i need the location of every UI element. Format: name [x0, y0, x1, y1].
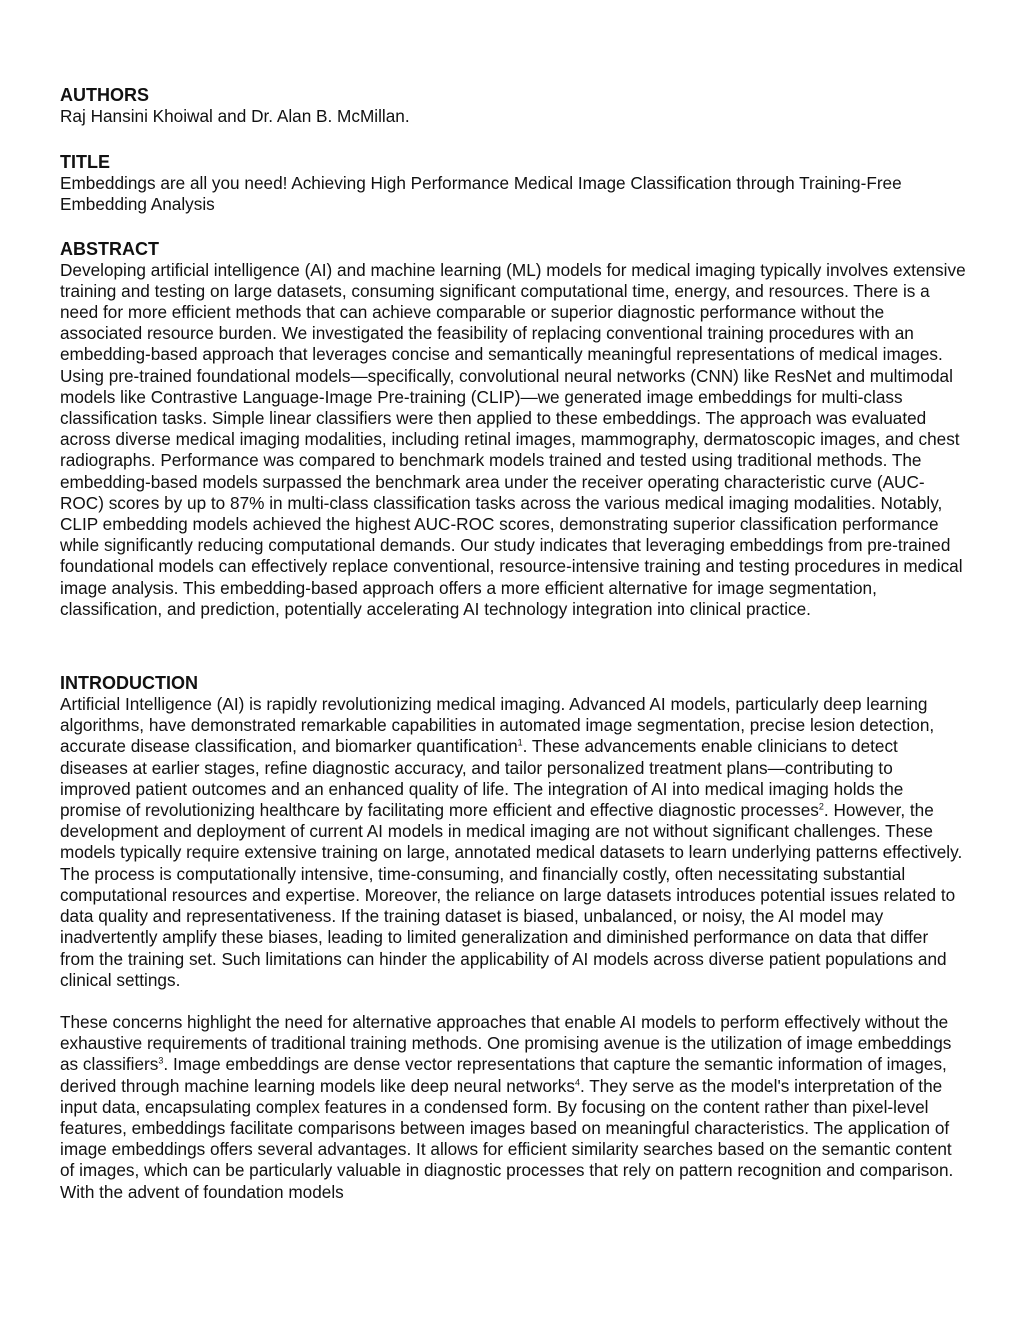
- reference-2: 2: [818, 801, 824, 812]
- abstract-text: Developing artificial intelligence (AI) and machine learning (ML) models for medical imaging typically involves extensive training and testing on large datasets, consuming significant computational time, energy, and resources. There is a need for more efficient methods that can achieve comparable or superior diagnostic performance without the associated resource burden. We investigated the feasibility of replacing conventional training procedures with an embedding-based approach that leverages concise and semantically meaningful representations of medical images. Using pre-trained foundational models—specifically, convolutional neural networks (CNN) like ResNet and multimodal models like Contrastive Language-Image Pre-training (CLIP)—we generated image embeddings for multi-class classification tasks. Simple linear classifiers were then applied to these embeddings. The approach was evaluated across diverse medical imaging modalities, including retinal images, mammography, dermatoscopic images, and chest radiographs. Performance was compared to benchmark models trained and tested using traditional methods. The embedding-based models surpassed the benchmark area under the receiver operating characteristic curve (AUC-ROC) scores by up to 87% in multi-class classification tasks across the various medical imaging modalities. Notably, CLIP embedding models achieved the highest AUC-ROC scores, demonstrating superior classification performance while significantly reducing computational demands. Our study indicates that leveraging embeddings from pre-trained foundational models can effectively replace conventional, resource-intensive training and testing procedures in medical image analysis. This embedding-based approach offers a more efficient alternative for image segmentation, classification, and prediction, potentially accelerating AI technology integration into clinical practice.: [60, 259, 966, 619]
- introduction-section: [60, 672, 966, 1203]
- introduction-paragraph-1: [60, 694, 966, 991]
- title-heading: TITLE: [60, 152, 110, 173]
- reference-1: 1: [517, 737, 523, 748]
- intro-p2-part-a: These concerns highlight the need for alternative approaches that enable AI models to perform effectively without the exhaustive requirements of traditional training methods. One promising avenue is the utilization of image embeddings as classifiers: [60, 1011, 952, 1075]
- authors-text: Raj Hansini Khoiwal and Dr. Alan B. McMillan.: [60, 106, 410, 126]
- reference-4: 4: [574, 1076, 580, 1087]
- introduction-paragraph-2: [60, 1012, 966, 1203]
- intro-p2-part-c: . They serve as the model's interpretation of the input data, encapsulating complex features in a condensed form. By focusing on the content rather than pixel-level features, embeddings facilitate comparisons between images based on meaningful characteristics. The application of image embeddings offers several advantages. It allows for efficient similarity searches based on the semantic content of images, which can be particularly valuable in diagnostic processes that rely on pattern recognition and comparison. With the advent of foundation models: [60, 1075, 954, 1202]
- intro-p1-part-a: Artificial Intelligence (AI) is rapidly revolutionizing medical imaging. Advanced AI models, particularly deep learning algorithms, have demonstrated remarkable capabilities in automated image segmentation, precise lesion detection, accurate disease classification, and biomarker quantification: [60, 694, 935, 757]
- authors-heading: AUTHORS: [60, 85, 149, 105]
- title-text: Embeddings are all you need! Achieving High Performance Medical Image Classification through Training-Free Embedding Analysis: [60, 173, 902, 215]
- intro-p2-part-b: . Image embeddings are dense vector representations that capture the semantic information of images, derived through machine learning models like deep neural networks: [60, 1054, 947, 1096]
- introduction-heading: INTRODUCTION: [60, 673, 198, 694]
- title-section: [60, 151, 966, 215]
- abstract-heading: ABSTRACT: [60, 238, 159, 259]
- paper-page: [60, 84, 966, 1203]
- intro-p1-part-c: . However, the development and deployment of current AI models in medical imaging are not without significant challenges. These models typically require extensive training on large, annotated medical datasets to learn underlying patterns effectively. The process is computationally intensive, time-consuming, and financially costly, often necessitating substantial computational resources and expertise. Moreover, the reliance on large datasets introduces potential issues related to data quality and representativeness. If the training dataset is biased, unbalanced, or noisy, the AI model may inadvertently amplify these biases, leading to limited generalization and diminished performance on data that differ from the training set. Such limitations can hinder the applicability of AI models across diverse patient populations and clinical settings.: [60, 800, 963, 990]
- abstract-section: [60, 238, 966, 620]
- authors-section: [60, 84, 966, 127]
- reference-3: 3: [158, 1055, 164, 1066]
- intro-p1-part-b: . These advancements enable clinicians to detect diseases at earlier stages, refine diagnostic accuracy, and tailor personalized treatment plans—contributing to improved patient outcomes and an enhanced quality of life. The integration of AI into medical imaging holds the promise of revolutionizing healthcare by facilitating more efficient and effective diagnostic processes: [60, 736, 904, 821]
